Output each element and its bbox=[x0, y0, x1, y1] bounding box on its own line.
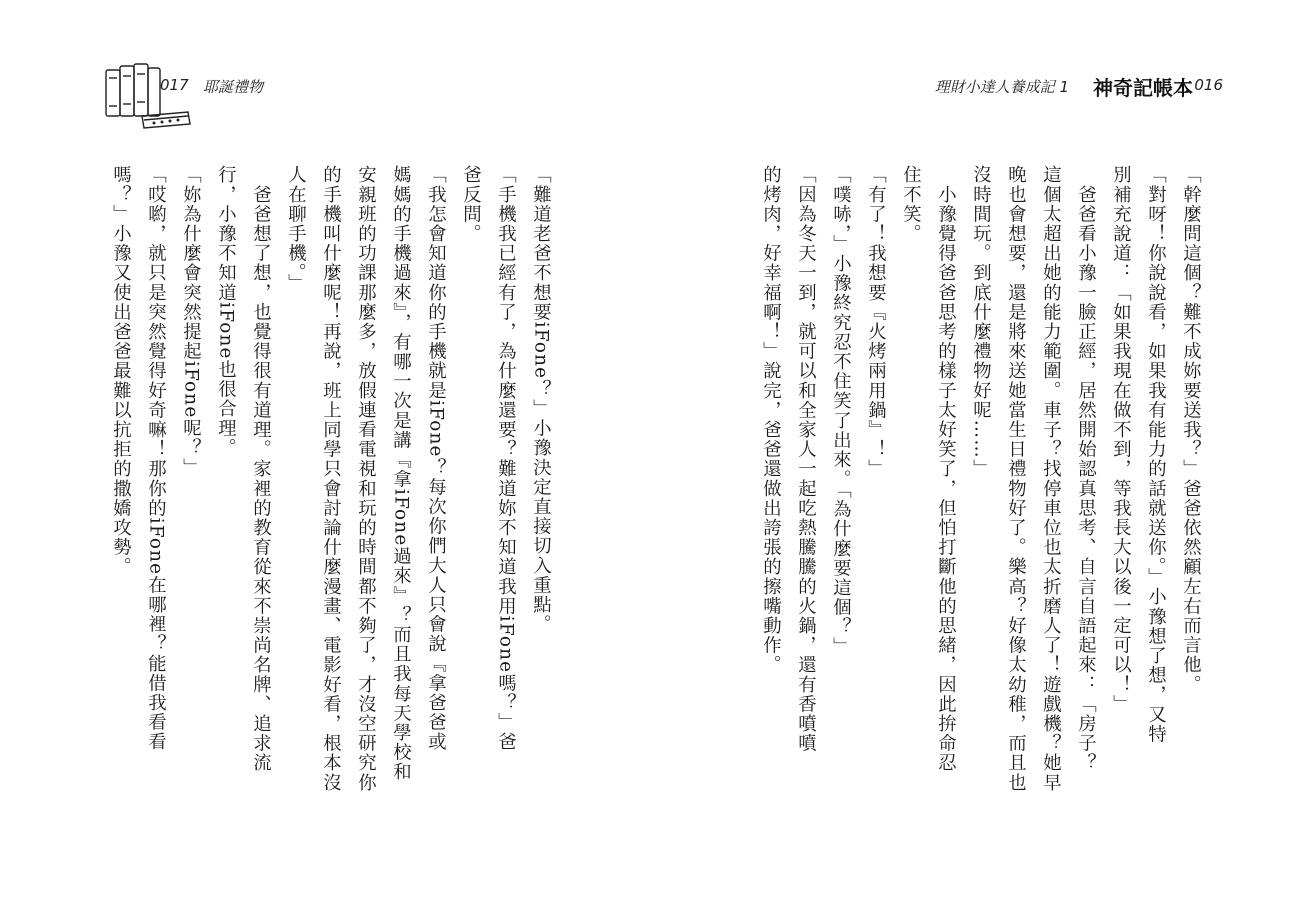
right-page-column: 「對呀！你說說看，如果我有能力的話就送你。」小豫想了想，又特 bbox=[1145, 165, 1167, 744]
left-page-column: 嗎？」小豫又使出爸爸最難以抗拒的撒嬌攻勢。 bbox=[110, 165, 132, 577]
left-page-column: 媽媽的手機過來』，有哪一次是講『拿iFone過來』？而且我每天學校和 bbox=[390, 165, 412, 782]
right-page-column: 晚也會想要，還是將來送她當生日禮物好了。樂高？好像太幼稚，而且也 bbox=[1005, 165, 1027, 793]
left-page-column: 行，小豫不知道iFone也很合理。 bbox=[215, 165, 237, 458]
right-page-column: 「噗哧，」小豫終究忍不住笑了出來。「為什麼要這個？」 bbox=[830, 165, 852, 657]
left-page-column: 爸爸想了想，也覺得很有道理。家裡的教育從來不崇尚名牌、追求流 bbox=[250, 165, 272, 773]
right-page-column: 這個太超出她的能力範圍。車子？找停車位也太折磨人了！遊戲機？她早 bbox=[1040, 165, 1062, 793]
left-page-column: 「難道老爸不想要iFone？」小豫決定直接切入重點。 bbox=[530, 165, 552, 635]
books-stack-icon bbox=[102, 60, 194, 130]
left-page-column: 的手機叫什麼呢！再說，班上同學只會討論什麼漫畫、電影好看，根本沒 bbox=[320, 165, 342, 793]
left-page-column: 「哎喲，就只是突然覺得好奇嘛！那你的iFone在哪裡？能借我看看 bbox=[145, 165, 167, 752]
right-page-column: 「有了！我想要『火烤兩用鍋』！」 bbox=[865, 165, 887, 479]
chapter-title: 耶誕禮物 bbox=[203, 78, 264, 96]
left-page-column: 爸反問。 bbox=[460, 165, 482, 244]
left-page-column: 「我怎會知道你的手機就是iFone？每次你們大人只會說『拿爸爸或 bbox=[425, 165, 447, 752]
left-page-column: 「妳為什麼會突然提起iFone呢？」 bbox=[180, 165, 202, 478]
left-page-column: 人在聊手機。」 bbox=[285, 165, 307, 293]
book-title: 神奇記帳本 bbox=[1093, 76, 1193, 100]
right-page-column: 小豫覺得爸爸思考的樣子太好笑了，但怕打斷他的思緒，因此拚命忍 bbox=[935, 165, 957, 773]
right-page-column: 別補充說道：「如果我現在做不到，等我長大以後一定可以！」 bbox=[1110, 165, 1132, 714]
right-page-column: 「幹麼問這個？難不成妳要送我？」爸爸依然顧左右而言他。 bbox=[1180, 165, 1202, 695]
right-page-column: 沒時間玩。到底什麼禮物好呢……」 bbox=[970, 165, 992, 479]
series-title: 理財小達人養成記 1 bbox=[934, 78, 1069, 96]
left-page-number: 017 bbox=[160, 76, 189, 94]
right-page-column: 「因為冬天一到，就可以和全家人一起吃熱騰騰的火鍋，還有香噴噴 bbox=[795, 165, 817, 753]
right-page-column: 的烤肉，好幸福啊！」說完，爸爸還做出誇張的擦嘴動作。 bbox=[760, 165, 782, 675]
right-page-column: 爸爸看小豫一臉正經，居然開始認真思考、自言自語起來：「房子？ bbox=[1075, 165, 1097, 773]
right-page-number: 016 bbox=[1194, 76, 1223, 94]
right-page-column: 住不笑。 bbox=[900, 165, 922, 244]
left-page-column: 安親班的功課那麼多，放假連看電視和玩的時間都不夠了，才沒空研究你 bbox=[355, 165, 377, 793]
left-page-column: 「手機我已經有了，為什麼還要？難道妳不知道我用iFone嗎？」爸 bbox=[495, 165, 517, 752]
